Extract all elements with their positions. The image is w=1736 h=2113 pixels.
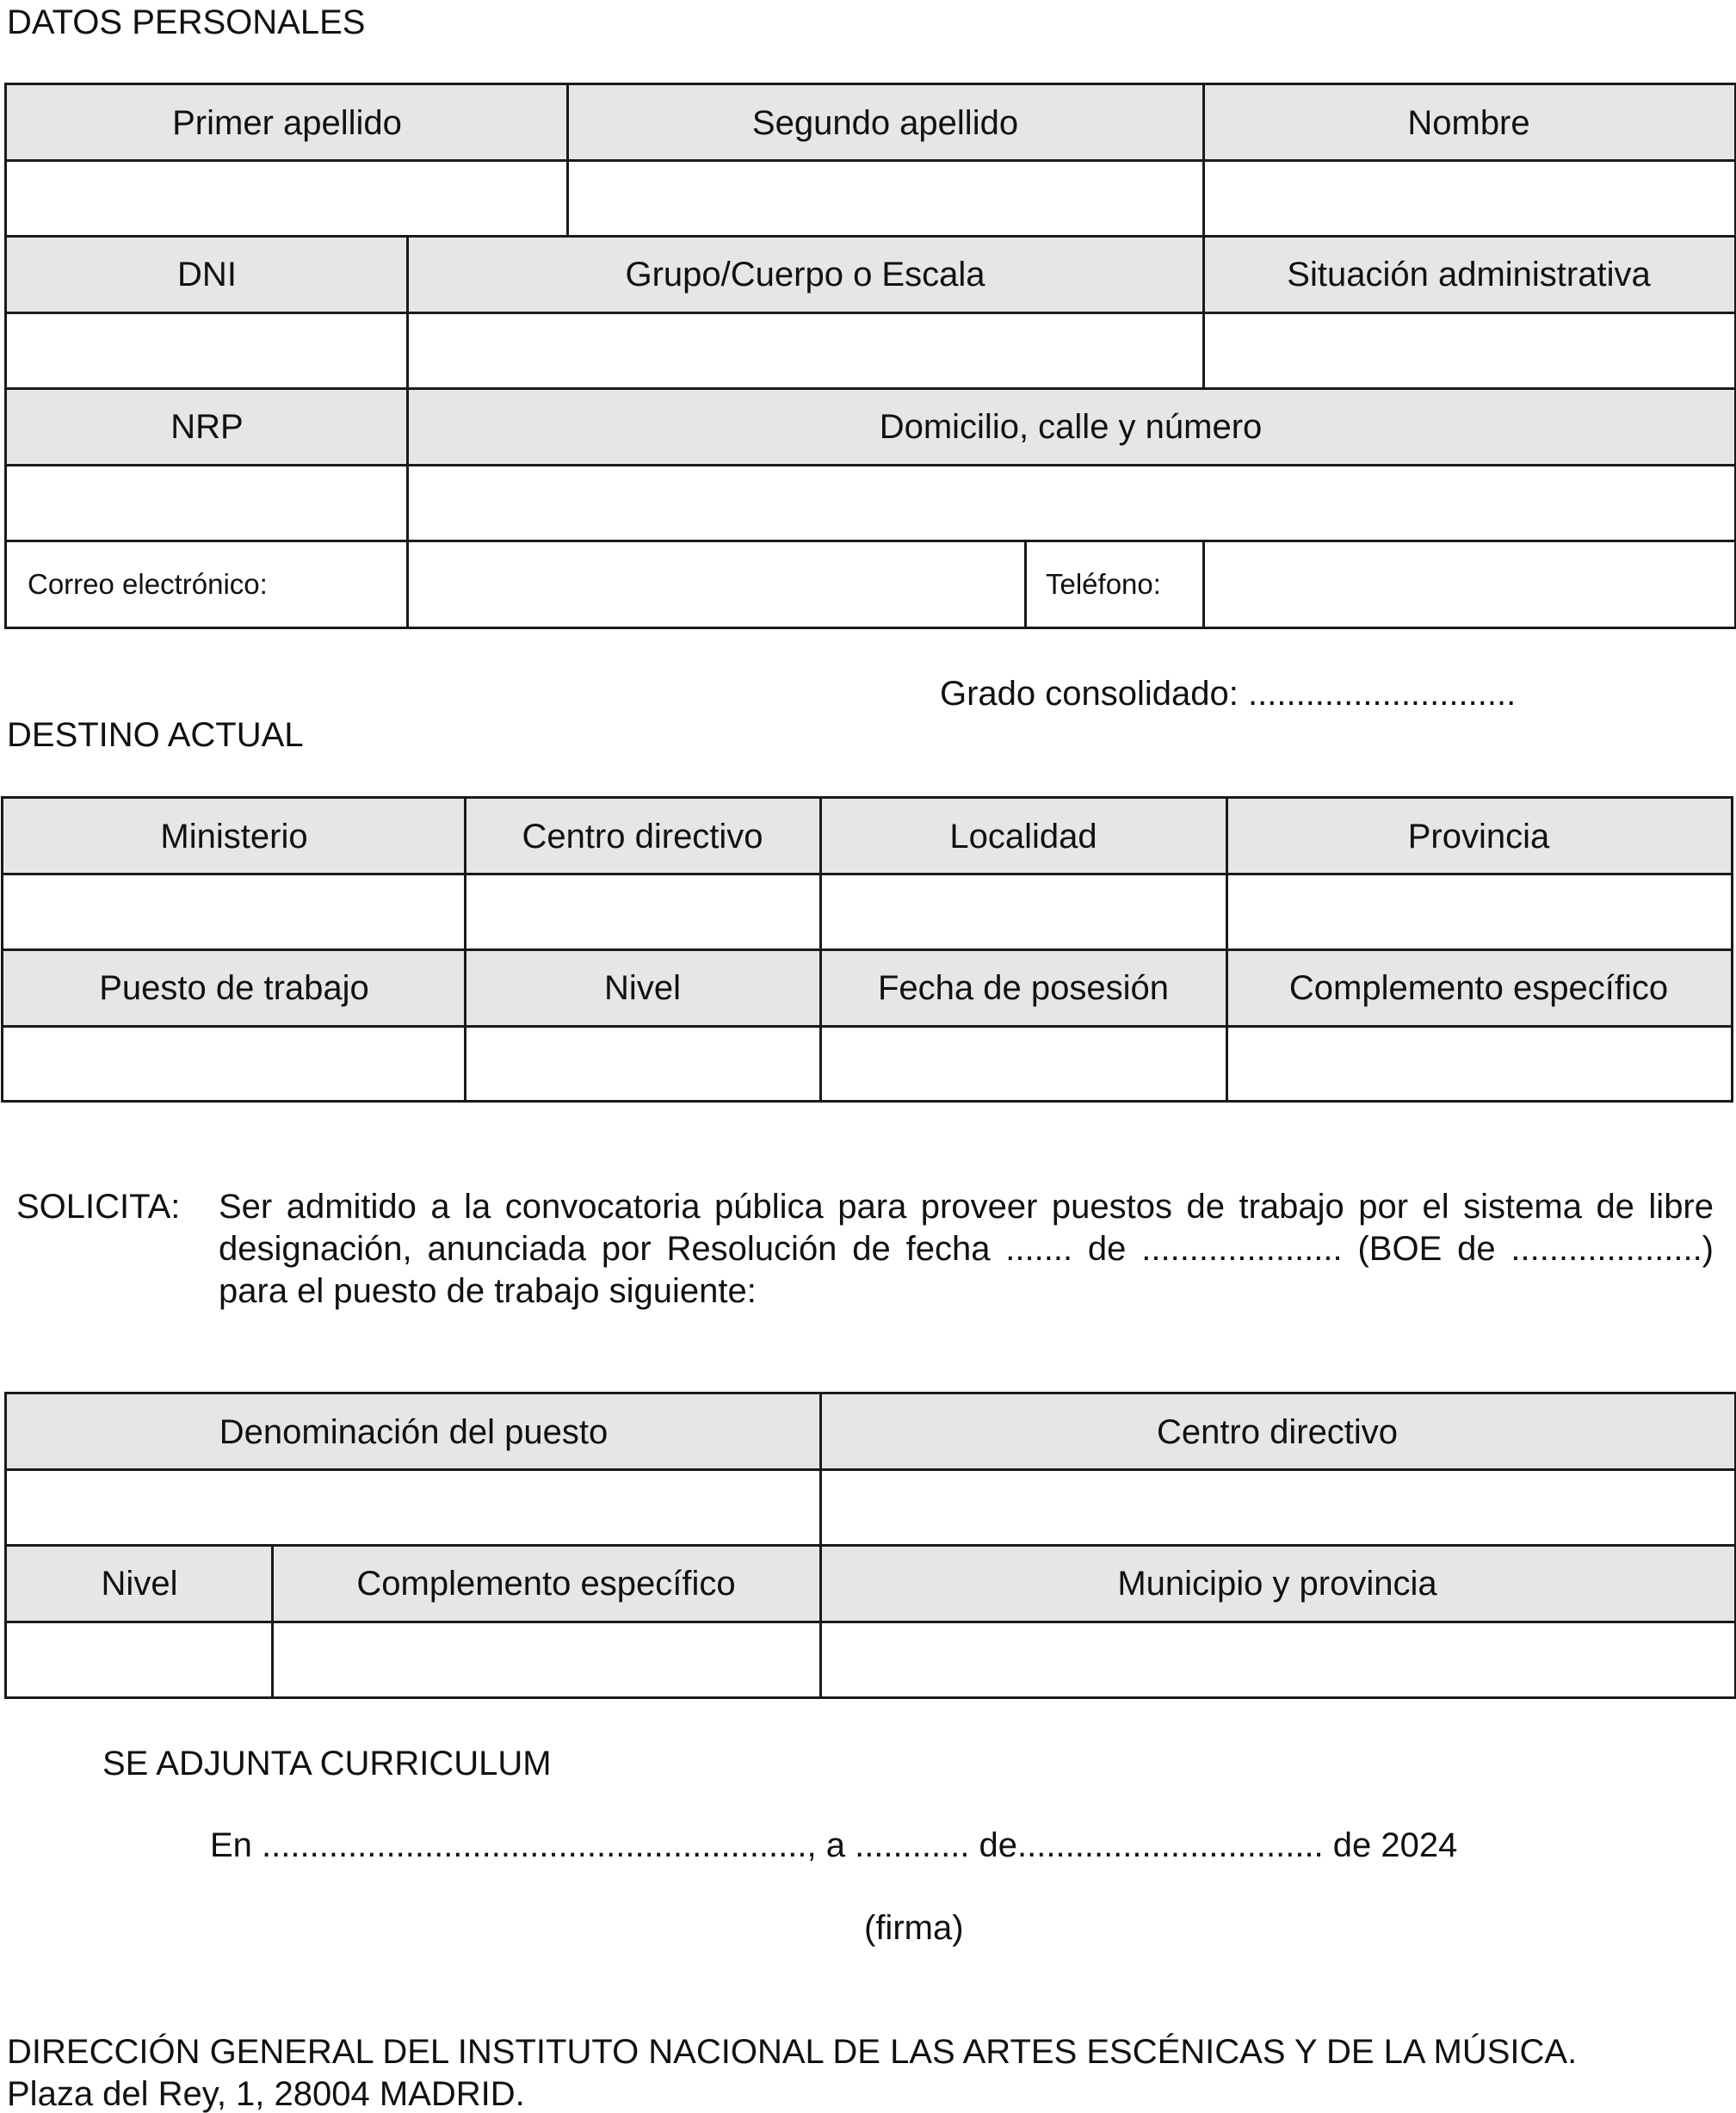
grid-line <box>7 235 1734 238</box>
grid-line <box>3 948 1731 951</box>
grid-line <box>7 464 1734 466</box>
centro-directivo-field[interactable] <box>465 874 820 950</box>
header-nombre: Nombre <box>1203 85 1734 161</box>
grid-line <box>7 1468 1734 1471</box>
grid-line <box>1024 541 1027 627</box>
localidad-field[interactable] <box>820 874 1226 950</box>
header-dni: DNI <box>7 237 407 313</box>
section-title-datos-personales: DATOS PERSONALES <box>7 3 366 41</box>
nombre-field[interactable] <box>1203 161 1734 237</box>
header-puesto-nivel: Nivel <box>7 1546 272 1622</box>
puesto-trabajo-field[interactable] <box>3 1027 465 1100</box>
header-puesto-complemento: Complemento específico <box>272 1546 820 1622</box>
header-fecha-posesion: Fecha de posesión <box>820 950 1226 1027</box>
grid-line <box>271 1546 274 1696</box>
header-localidad: Localidad <box>820 799 1226 874</box>
header-puesto-trabajo: Puesto de trabajo <box>3 950 465 1027</box>
grupo-field[interactable] <box>407 313 1203 389</box>
label-correo: Correo electrónico: <box>28 567 268 600</box>
grid-line <box>819 799 822 1100</box>
footer-address-line-1: DIRECCIÓN GENERAL DEL INSTITUTO NACIONAL DE LAS ARTES ESCÉNICAS Y DE LA MÚSICA. <box>7 2033 1578 2071</box>
puesto-centro-directivo-field[interactable] <box>820 1470 1734 1546</box>
header-puesto-centro-directivo: Centro directivo <box>820 1394 1734 1470</box>
grid-line <box>1202 541 1205 627</box>
complemento-especifico-field[interactable] <box>1226 1027 1731 1100</box>
puesto-complemento-field[interactable] <box>272 1622 820 1696</box>
puesto-nivel-field[interactable] <box>7 1622 272 1696</box>
correo-field[interactable] <box>407 541 1025 627</box>
header-domicilio: Domicilio, calle y número <box>407 389 1734 466</box>
header-centro-directivo: Centro directivo <box>465 799 820 874</box>
header-complemento-especifico: Complemento específico <box>1226 950 1731 1027</box>
grid-line <box>406 237 409 627</box>
grid-line <box>7 1544 1734 1547</box>
solicita-line-3: para el puesto de trabajo siguiente: <box>219 1272 757 1310</box>
header-segundo-apellido: Segundo apellido <box>567 85 1203 161</box>
header-grupo: Grupo/Cuerpo o Escala <box>407 237 1203 313</box>
primer-apellido-field[interactable] <box>7 161 567 237</box>
footer-address-line-2: Plaza del Rey, 1, 28004 MADRID. <box>7 2075 525 2113</box>
header-primer-apellido: Primer apellido <box>7 85 567 161</box>
denominacion-puesto-field[interactable] <box>7 1470 820 1546</box>
header-nivel: Nivel <box>465 950 820 1027</box>
grid-line <box>7 1621 1734 1623</box>
grid-line <box>566 85 569 237</box>
telefono-field[interactable] <box>1203 541 1734 627</box>
header-ministerio: Ministerio <box>3 799 465 874</box>
section-title-destino-actual: DESTINO ACTUAL <box>7 716 304 754</box>
se-adjunta-curriculum: SE ADJUNTA CURRICULUM <box>102 1745 552 1782</box>
lugar-fecha-line: En ........................................................., a ............ de................................ de 2024 <box>210 1826 1458 1864</box>
municipio-provincia-field[interactable] <box>820 1622 1734 1696</box>
grid-line <box>464 799 466 1100</box>
grid-line <box>819 1394 822 1696</box>
header-nrp: NRP <box>7 389 407 466</box>
provincia-field[interactable] <box>1226 874 1731 950</box>
personal-data-table <box>4 83 1736 629</box>
destino-table <box>1 796 1733 1103</box>
nivel-field[interactable] <box>465 1027 820 1100</box>
header-provincia: Provincia <box>1226 799 1731 874</box>
grado-consolidado: Grado consolidado: ............................ <box>940 675 1517 713</box>
solicita-line-1: Ser admitido a la convocatoria pública para proveer puestos de trabajo por el sistema de libre <box>219 1188 1714 1226</box>
solicita-label: SOLICITA: <box>16 1188 181 1226</box>
grid-line <box>7 312 1734 314</box>
nrp-field[interactable] <box>7 466 407 541</box>
header-denominacion-puesto: Denominación del puesto <box>7 1394 820 1470</box>
segundo-apellido-field[interactable] <box>567 161 1203 237</box>
label-telefono: Teléfono: <box>1046 567 1161 600</box>
solicita-line-2: designación, anunciada por Resolución de fecha ....... de ..................... (BOE de ....................) <box>219 1230 1714 1268</box>
header-situacion: Situación administrativa <box>1203 237 1734 313</box>
ministerio-field[interactable] <box>3 874 465 950</box>
header-municipio-provincia: Municipio y provincia <box>820 1546 1734 1622</box>
grid-line <box>3 873 1731 875</box>
firma-label: (firma) <box>864 1909 964 1947</box>
situacion-field[interactable] <box>1203 313 1734 389</box>
grid-line <box>7 387 1734 390</box>
dni-field[interactable] <box>7 313 407 389</box>
grid-line <box>1226 799 1228 1100</box>
domicilio-field[interactable] <box>407 466 1734 541</box>
puesto-solicitado-table <box>4 1392 1736 1699</box>
grid-line <box>1202 85 1205 389</box>
grid-line <box>7 540 1734 542</box>
grid-line <box>7 159 1734 162</box>
fecha-posesion-field[interactable] <box>820 1027 1226 1100</box>
grid-line <box>3 1025 1731 1028</box>
